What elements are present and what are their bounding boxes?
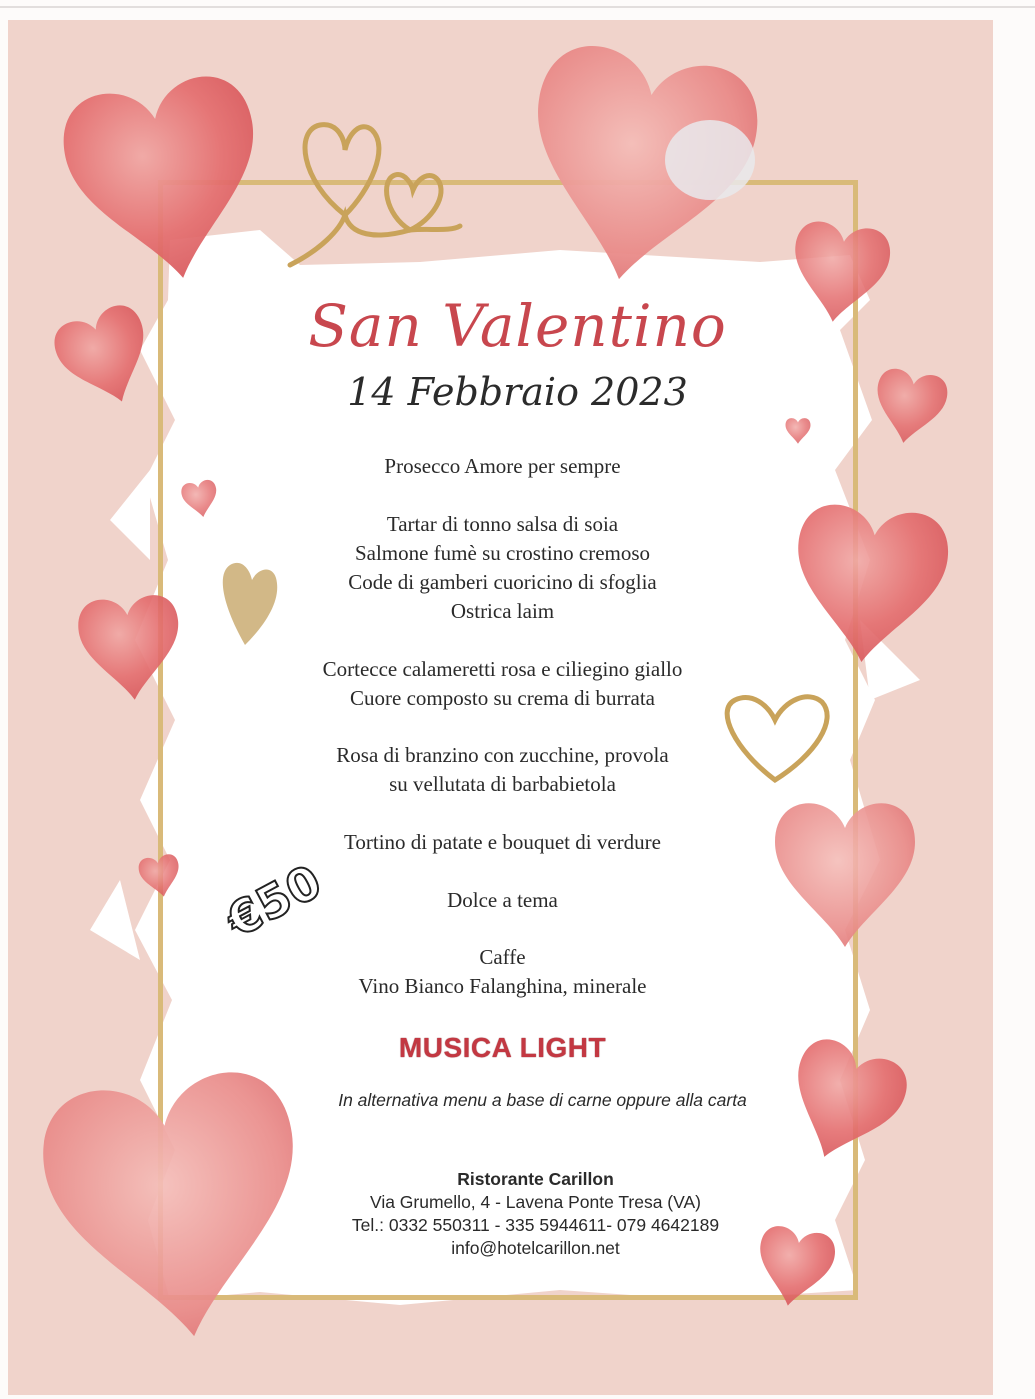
menu-item: Ostrica laim: [450, 599, 555, 623]
alternative-note: In alternativa menu a base di carne oppure alla carta: [338, 1090, 747, 1110]
restaurant-name: Ristorante Carillon: [457, 1169, 614, 1189]
menu-item: Vino Bianco Falanghina, minerale: [358, 974, 647, 998]
page-title: San Valentino: [308, 292, 727, 360]
menu-item: Code di gamberi cuoricino di sfoglia: [348, 570, 657, 594]
menu-item: Cortecce calameretti rosa e ciliegino giallo: [322, 657, 683, 681]
menu-item: Dolce a tema: [447, 888, 558, 912]
contact-block: [283, 1168, 788, 1260]
menu-finale: [250, 943, 755, 1001]
menu-antipasti: [250, 510, 755, 626]
phone: Tel.: 0332 550311 - 335 5944611- 079 4642189: [351, 1215, 720, 1235]
menu-secondo: [250, 741, 755, 799]
menu-item: Prosecco Amore per sempre: [384, 454, 621, 478]
menu-item: Salmone fumè su crostino cremoso: [354, 541, 651, 565]
menu-contorno: [250, 828, 755, 857]
event-date: 14 Febbraio 2023: [347, 370, 688, 414]
menu-item: Caffe: [479, 945, 526, 969]
price-label: €50: [218, 853, 331, 948]
menu-primi: [250, 655, 755, 713]
menu-item: Cuore composto su crema di burrata: [350, 686, 655, 710]
music-heading: MUSICA LIGHT: [398, 1032, 607, 1063]
menu-item: Tartar di tonno salsa di soia: [386, 512, 619, 536]
menu-item: su vellutata di barbabietola: [389, 772, 616, 796]
menu-item: Tortino di patate e bouquet di verdure: [344, 830, 661, 854]
address: Via Grumello, 4 - Lavena Ponte Tresa (VA): [369, 1192, 702, 1212]
menu-item: Rosa di branzino con zucchine, provola: [336, 743, 669, 767]
menu-aperitivo: [250, 452, 755, 481]
email: info@hotelcarillon.net: [451, 1238, 620, 1258]
